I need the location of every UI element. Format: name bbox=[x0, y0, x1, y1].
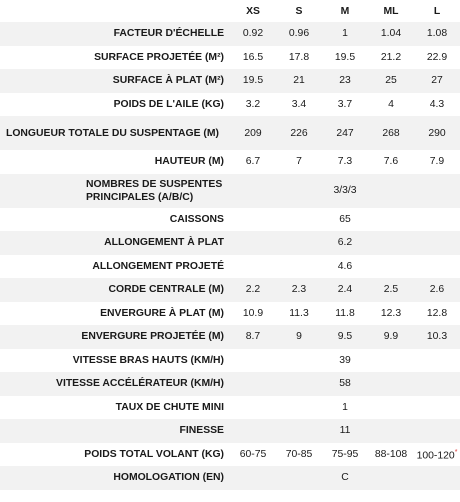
cell-ml: 21.2 bbox=[380, 51, 402, 63]
size-s: S bbox=[295, 5, 303, 17]
cell-l: 27 bbox=[431, 75, 443, 87]
row-homologation bbox=[0, 466, 460, 490]
row-label: HAUTEUR (M) bbox=[154, 156, 224, 168]
cell-s: 2.3 bbox=[291, 284, 307, 296]
size-ml: ML bbox=[383, 5, 399, 17]
cell-l: 12.8 bbox=[426, 307, 448, 319]
row-longueur-suspentage bbox=[0, 116, 460, 150]
row-label: ALLONGEMENT PROJETÉ bbox=[92, 260, 224, 272]
size-header-row bbox=[0, 0, 460, 22]
cell-xs: 209 bbox=[244, 127, 262, 139]
size-xs: XS bbox=[246, 5, 260, 17]
cell-s: 70-85 bbox=[285, 448, 313, 460]
cell-m: 3.7 bbox=[337, 98, 353, 110]
row-surface-plat bbox=[0, 69, 460, 93]
footnote-asterisk: * bbox=[454, 449, 458, 457]
row-label: HOMOLOGATION (EN) bbox=[113, 472, 224, 484]
row-envergure-projetee bbox=[0, 325, 460, 349]
cell-l: 1.08 bbox=[426, 28, 448, 40]
cell-m: 2.4 bbox=[337, 284, 353, 296]
row-label: FINESSE bbox=[179, 425, 224, 437]
cell-xs: 10.9 bbox=[242, 307, 264, 319]
cell-m: 75-95 bbox=[331, 448, 359, 460]
row-surface-projetee bbox=[0, 46, 460, 70]
cell-xs: 19.5 bbox=[242, 75, 264, 87]
cell-xs: 16.5 bbox=[242, 51, 264, 63]
row-label: LONGUEUR TOTALE DU SUSPENTAGE (M) bbox=[6, 127, 220, 139]
row-envergure-plat bbox=[0, 302, 460, 326]
cell-ml: 1.04 bbox=[380, 28, 402, 40]
cell-xs: 8.7 bbox=[245, 331, 261, 343]
cell-m: 23 bbox=[339, 75, 351, 87]
cell-s: 21 bbox=[293, 75, 305, 87]
cell-xs: 6.7 bbox=[245, 156, 261, 168]
cell-all: 4.6 bbox=[337, 260, 353, 272]
cell-l: 2.6 bbox=[429, 284, 445, 296]
cell-all: C bbox=[341, 472, 349, 484]
cell-ml: 4 bbox=[388, 98, 394, 110]
row-vitesse-accelerateur bbox=[0, 372, 460, 396]
cell-l: 22.9 bbox=[426, 51, 448, 63]
cell-s: 7 bbox=[296, 156, 302, 168]
row-allongement-projete bbox=[0, 255, 460, 279]
size-m: M bbox=[340, 5, 350, 17]
row-poids-total-volant bbox=[0, 443, 460, 467]
row-corde-centrale bbox=[0, 278, 460, 302]
row-label: ALLONGEMENT À PLAT bbox=[104, 237, 224, 249]
row-label: VITESSE BRAS HAUTS (KM/H) bbox=[72, 354, 224, 366]
cell-l: 290 bbox=[428, 127, 446, 139]
cell-ml: 9.9 bbox=[383, 331, 399, 343]
row-label: SURFACE À PLAT (M²) bbox=[112, 75, 224, 87]
cell-ml: 268 bbox=[382, 127, 400, 139]
cell-xs: 3.2 bbox=[245, 98, 261, 110]
size-l: L bbox=[433, 5, 441, 17]
cell-all: 6.2 bbox=[337, 237, 353, 249]
cell-all: 39 bbox=[339, 354, 351, 366]
cell-xs: 0.92 bbox=[242, 28, 264, 40]
row-label: FACTEUR D'ÉCHELLE bbox=[113, 28, 224, 40]
row-facteur bbox=[0, 22, 460, 46]
cell-m: 7.3 bbox=[337, 156, 353, 168]
cell-l: 7.9 bbox=[429, 156, 445, 168]
row-caissons bbox=[0, 208, 460, 232]
row-label: CORDE CENTRALE (M) bbox=[108, 284, 224, 296]
cell-m: 247 bbox=[336, 127, 354, 139]
header-spacer bbox=[0, 0, 230, 22]
row-allongement-plat bbox=[0, 231, 460, 255]
cell-l-value: 100-120 bbox=[416, 450, 455, 462]
cell-all: 65 bbox=[339, 213, 351, 225]
cell-xs: 60-75 bbox=[239, 448, 267, 460]
cell-l: 10.3 bbox=[426, 331, 448, 343]
row-label: POIDS DE L'AILE (KG) bbox=[113, 98, 224, 110]
cell-m: 19.5 bbox=[334, 51, 356, 63]
cell-s: 226 bbox=[290, 127, 308, 139]
cell-ml: 2.5 bbox=[383, 284, 399, 296]
cell-s: 17.8 bbox=[288, 51, 310, 63]
cell-m: 11.8 bbox=[335, 307, 355, 319]
cell-xs: 2.2 bbox=[245, 284, 261, 296]
cell-s: 11.3 bbox=[289, 307, 309, 319]
cell-ml: 12.3 bbox=[380, 307, 402, 319]
row-taux-chute bbox=[0, 396, 460, 420]
cell-s: 0.96 bbox=[288, 28, 310, 40]
row-label: POIDS TOTAL VOLANT (KG) bbox=[84, 448, 224, 460]
row-label: SURFACE PROJETÉE (M²) bbox=[94, 51, 224, 63]
cell-m: 9.5 bbox=[337, 331, 353, 343]
cell-s: 9 bbox=[296, 331, 302, 343]
cell-all: 11 bbox=[339, 425, 351, 437]
cell-l: 4.3 bbox=[429, 98, 445, 110]
cell-ml: 88-108 bbox=[374, 448, 408, 460]
row-poids-aile bbox=[0, 93, 460, 117]
cell-s: 3.4 bbox=[291, 98, 307, 110]
cell-m: 1 bbox=[342, 28, 348, 40]
row-suspentes bbox=[0, 174, 460, 208]
row-label: ENVERGURE PROJETÉE (M) bbox=[81, 331, 224, 343]
row-vitesse-bras-hauts bbox=[0, 349, 460, 373]
row-hauteur bbox=[0, 150, 460, 174]
row-label: NOMBRES DE SUSPENTES PRINCIPALES (A/B/C) bbox=[86, 178, 223, 203]
cell-all: 1 bbox=[342, 401, 348, 413]
cell-l bbox=[414, 443, 460, 467]
row-label: CAISSONS bbox=[169, 213, 224, 225]
row-finesse bbox=[0, 419, 460, 443]
cell-all: 58 bbox=[339, 378, 351, 390]
row-label: ENVERGURE À PLAT (M) bbox=[100, 307, 224, 319]
cell-ml: 7.6 bbox=[383, 156, 399, 168]
cell-ml: 25 bbox=[385, 75, 397, 87]
row-label: TAUX DE CHUTE MINI bbox=[115, 401, 224, 413]
cell-all: 3/3/3 bbox=[333, 185, 357, 196]
row-label: VITESSE ACCÉLÉRATEUR (KM/H) bbox=[56, 378, 224, 390]
